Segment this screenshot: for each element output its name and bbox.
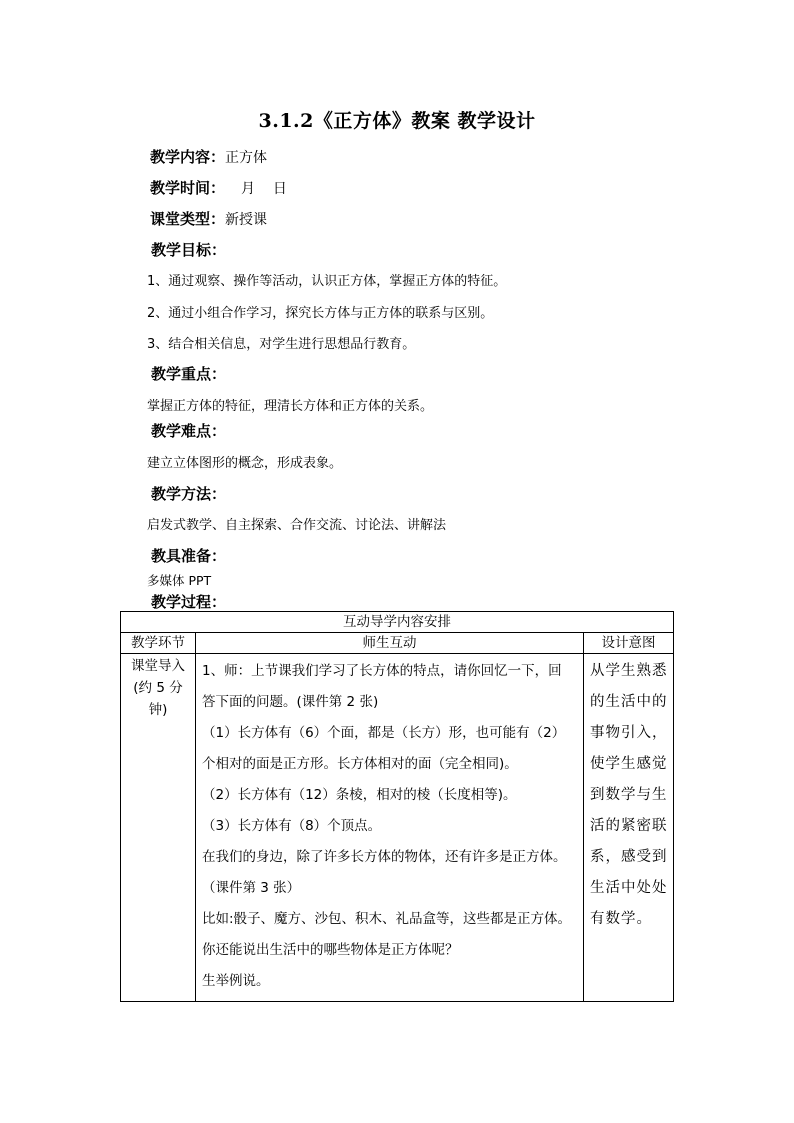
stage-line: 钟) xyxy=(148,702,168,718)
goal-item: 2、通过小组合作学习，探究长方体与正方体的联系与区别。 xyxy=(147,306,494,321)
intent-line: 活的紧密联 xyxy=(590,818,668,834)
table-header-row xyxy=(121,633,674,654)
interaction-line: （课件第 3 张） xyxy=(202,880,301,896)
key-points-text: 掌握正方体的特征，理清长方体和正方体的关系。 xyxy=(147,399,434,414)
page-title: 3.1.2《正方体》教案 教学设计 xyxy=(258,110,536,132)
interaction-line: （1）长方体有（6）个面，都是（长方）形，也可能有（2） xyxy=(202,725,566,741)
intent-line: 的生活中的 xyxy=(590,694,668,710)
stage-cell xyxy=(121,654,196,1002)
class-type-row xyxy=(150,208,267,229)
interaction-line: 个相对的面是正方形。长方体相对的面（完全相同)。 xyxy=(202,756,518,772)
interaction-line: （3）长方体有（8）个顶点。 xyxy=(202,818,382,834)
goals-heading: 教学目标： xyxy=(151,241,227,259)
intent-line: 事物引入， xyxy=(590,725,668,741)
interaction-line: （2）长方体有（12）条棱，相对的棱（长度相等)。 xyxy=(202,787,517,803)
content-label: 教学内容： xyxy=(150,148,226,166)
stage-line: (约 5 分 xyxy=(133,680,183,696)
difficulties-text: 建立立体图形的概念，形成表象。 xyxy=(147,456,343,471)
goal-item: 1、通过观察、操作等活动，认识正方体，掌握正方体的特征。 xyxy=(147,274,507,289)
intent-line: 系，感受到 xyxy=(590,849,668,865)
intent-line: 从学生熟悉 xyxy=(590,663,668,679)
interaction-cell xyxy=(196,654,584,1002)
interaction-line: 你还能说出生活中的哪些物体是正方体呢？ xyxy=(202,942,459,958)
interaction-line: 答下面的问题。(课件第 2 张) xyxy=(202,694,379,710)
intent-line: 生活中处处 xyxy=(590,880,668,896)
content-value: 正方体 xyxy=(225,150,268,166)
table-header-cell: 设计意图 xyxy=(584,633,674,654)
difficulties-heading: 教学难点： xyxy=(151,422,227,440)
interaction-line: 在我们的身边，除了许多长方体的物体，还有许多是正方体。 xyxy=(202,849,567,865)
class-type-label: 课堂类型： xyxy=(150,210,226,228)
process-heading: 教学过程： xyxy=(151,593,227,611)
content-row xyxy=(150,146,267,167)
class-type-value: 新授课 xyxy=(225,212,268,228)
stage-line: 课堂导入 xyxy=(131,658,185,674)
table-row xyxy=(121,654,674,1002)
interaction-line: 1、师：上节课我们学习了长方体的特点，请你回忆一下，回 xyxy=(202,663,562,679)
tools-heading: 教具准备： xyxy=(151,547,227,565)
process-table xyxy=(120,611,674,1002)
tools-text: 多媒体 PPT xyxy=(147,573,212,588)
table-header-cell: 师生互动 xyxy=(196,633,584,654)
table-caption-row xyxy=(121,612,674,633)
intent-line: 到数学与生 xyxy=(590,787,668,803)
time-label: 教学时间： xyxy=(150,179,226,197)
intent-cell xyxy=(584,654,674,1002)
table-caption: 互动导学内容安排 xyxy=(121,612,674,633)
intent-line: 有数学。 xyxy=(590,911,652,927)
time-value: 月 日 xyxy=(241,181,287,197)
table-header-cell: 教学环节 xyxy=(121,633,196,654)
time-row xyxy=(150,177,287,198)
goal-item: 3、结合相关信息，对学生进行思想品行教育。 xyxy=(147,337,416,352)
interaction-line: 比如:骰子、魔方、沙包、积木、礼品盒等，这些都是正方体。 xyxy=(202,911,572,927)
intent-line: 使学生感觉 xyxy=(590,756,668,772)
methods-text: 启发式教学、自主探索、合作交流、讨论法、讲解法 xyxy=(147,518,447,533)
methods-heading: 教学方法： xyxy=(151,485,227,503)
key-points-heading: 教学重点： xyxy=(151,365,227,383)
interaction-line: 生举例说。 xyxy=(202,973,270,989)
